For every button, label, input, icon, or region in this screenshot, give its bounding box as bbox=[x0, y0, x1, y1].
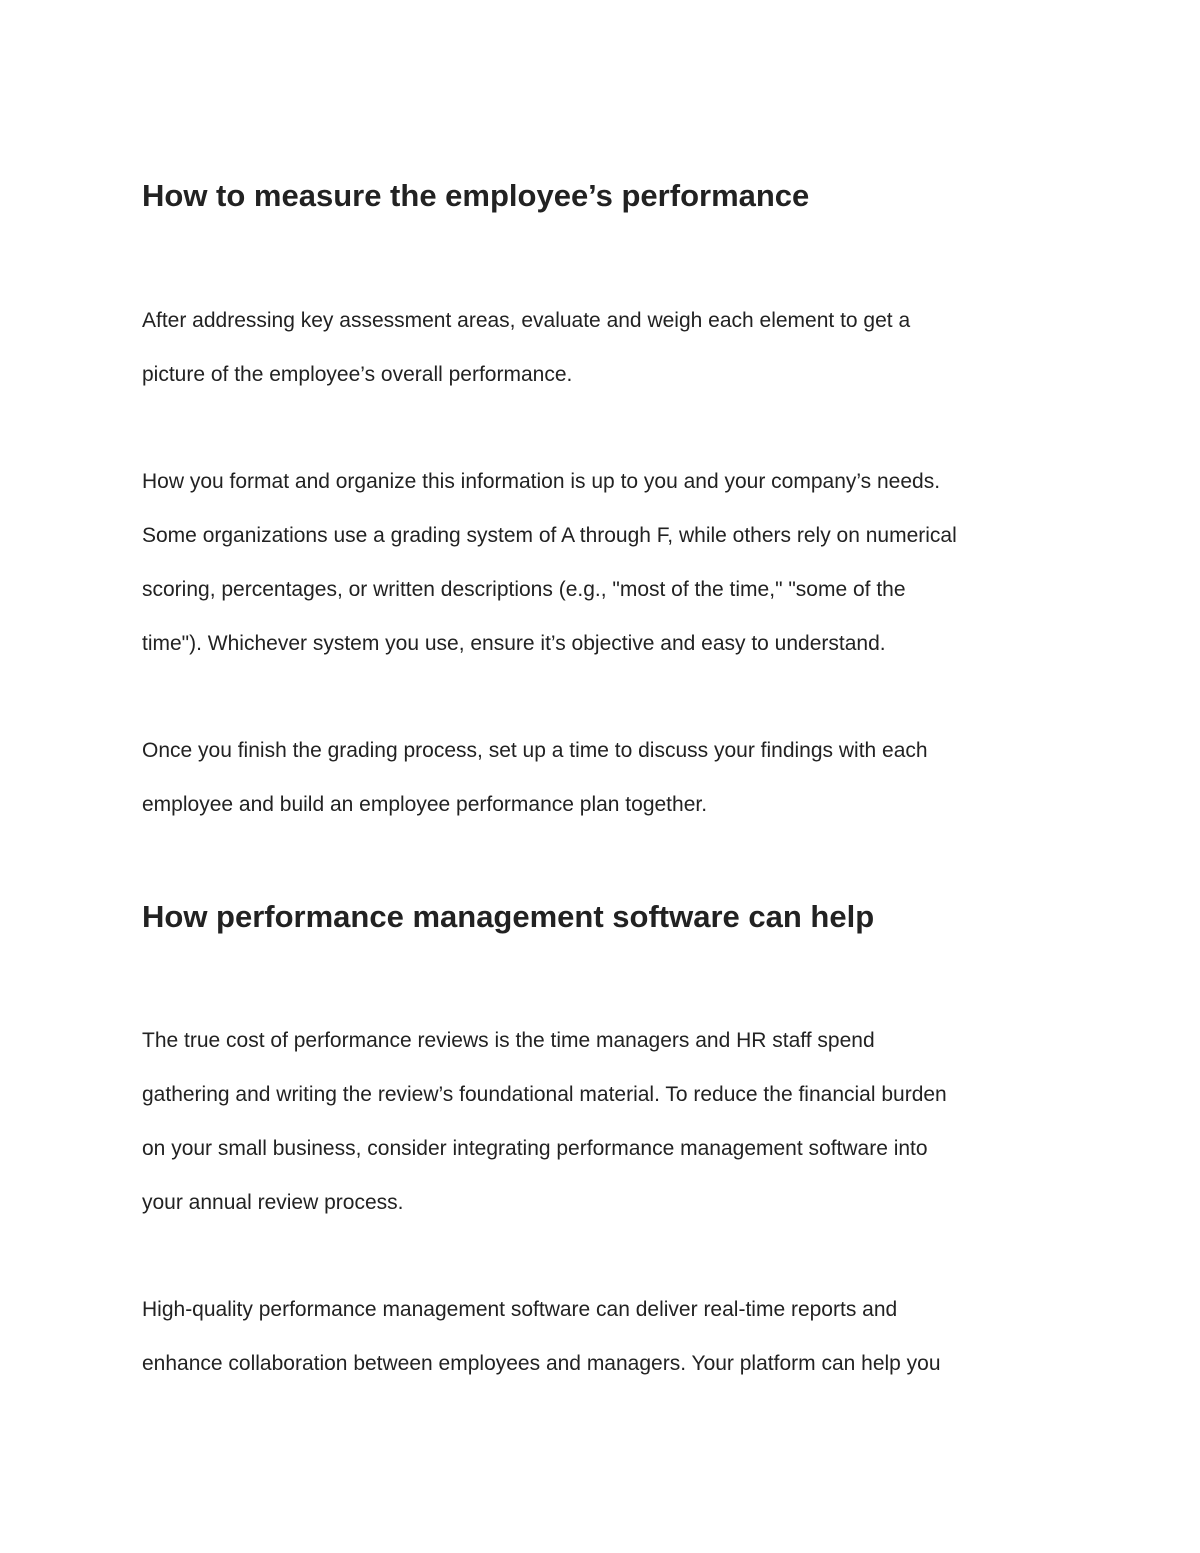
section-heading-software-help: How performance management software can help bbox=[142, 899, 875, 934]
paragraph-line: picture of the employee’s overall performance. bbox=[142, 363, 573, 386]
paragraph-high-quality-software bbox=[142, 1283, 1072, 1391]
section-heading-measure-performance: How to measure the employee’s performance bbox=[142, 178, 810, 213]
paragraph-true-cost bbox=[142, 1014, 1072, 1230]
paragraph-line: time"). Whichever system you use, ensure it’s objective and easy to understand. bbox=[142, 632, 886, 655]
paragraph-line: scoring, percentages, or written descriptions (e.g., "most of the time," "some of the bbox=[142, 578, 906, 601]
paragraph-line: enhance collaboration between employees and managers. Your platform can help you bbox=[142, 1352, 941, 1375]
paragraph-line: Once you finish the grading process, set up a time to discuss your findings with each bbox=[142, 739, 928, 762]
paragraph-line: Some organizations use a grading system of A through F, while others rely on numerical bbox=[142, 524, 957, 547]
paragraph-line: How you format and organize this information is up to you and your company’s needs. bbox=[142, 470, 941, 493]
paragraph-format-organize bbox=[142, 455, 1072, 671]
paragraph-line: employee and build an employee performance plan together. bbox=[142, 793, 708, 816]
paragraph-line: your annual review process. bbox=[142, 1191, 404, 1214]
paragraph-assessment bbox=[142, 294, 1072, 402]
paragraph-line: High-quality performance management software can deliver real-time reports and bbox=[142, 1298, 898, 1321]
paragraph-line: After addressing key assessment areas, evaluate and weigh each element to get a bbox=[142, 309, 911, 332]
paragraph-grading-process bbox=[142, 724, 1072, 832]
paragraph-line: gathering and writing the review’s foundational material. To reduce the financial burden bbox=[142, 1083, 947, 1106]
paragraph-line: The true cost of performance reviews is the time managers and HR staff spend bbox=[142, 1029, 875, 1052]
paragraph-line: on your small business, consider integrating performance management software into bbox=[142, 1137, 928, 1160]
